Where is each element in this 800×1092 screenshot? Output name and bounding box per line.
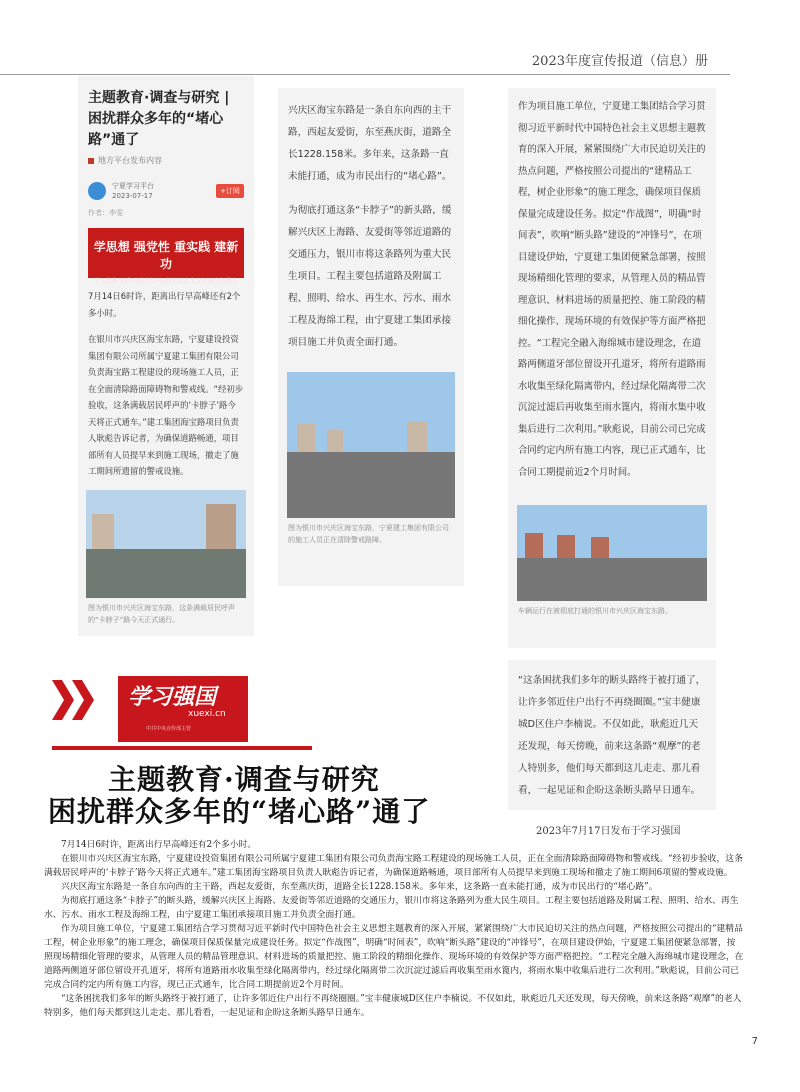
road-photo bbox=[86, 490, 246, 598]
road-shape bbox=[287, 452, 455, 518]
road-photo bbox=[287, 372, 455, 518]
page-number: 7 bbox=[751, 1036, 758, 1047]
banner-title: 学思想 强党性 重实践 建新功 bbox=[93, 240, 239, 271]
subscribe-button[interactable]: +订阅 bbox=[216, 184, 244, 198]
logo-name: 学习强国 bbox=[128, 685, 217, 710]
photo-caption: 车辆运行在被彻底打通的银川市兴庆区海宝东路。 bbox=[518, 607, 672, 615]
article-title-line1: 主题教育·调查与研究 bbox=[108, 763, 380, 796]
article-paragraph: 7月14日6时许，距离出行早高峰还有2个多小时。 bbox=[61, 840, 257, 850]
article-body bbox=[44, 838, 744, 1020]
platform-info bbox=[112, 181, 216, 201]
banner-subtitle: 学习贯彻习近平新时代中国特色社会主义思想主题教育 bbox=[93, 278, 238, 285]
column-paragraph: 作为项目施工单位，宁夏建工集团结合学习贯彻习近平新时代中国特色社会主义思想主题教育的深入开展，紧紧围绕广大市民迫切关注的热点问题，严格按照公司提出的“建精品工程，树企业形象”的施工理念，确保项目保质保量完成建设任务。拟定“作战图”，明确“时间表”，吹响“断头路”建设的“冲锋号”，在项目建设伊始，宁夏建工集团便紧急部署，按照现场精细化管理的要求，从管理人员的精品管理意识、材料进场的质量把控、施工阶段的精细化操作、现场环境的有效保护等方面严格把控。“工程完全融入海绵城市建设理念，在道路两侧道牙部位留设开孔道牙，将所有道路雨水收集至绿化隔离带内，经过绿化隔离带二次沉淀过滤后再收集至雨水篦内，将雨水集中收集后进行二次利用。”耿彪说，目前公司已完成合同约定内所有施工内容，现已正式通车，比合同工期提前近2个月时间。 bbox=[518, 101, 706, 478]
road-photo bbox=[517, 505, 707, 601]
logo-sub: 中共中央宣传部主管 bbox=[146, 726, 192, 732]
column-paragraph: “这条困扰我们多年的断头路终于被打通了，让许多邻近住户出行不再绕圈圈。”宝丰健康城D区住户李楠说。不仅如此，耿彪近几天还发现，每天傍晚，前来这条路“观摩”的老人特别多，他们每天都到这儿走走、那儿看看，一起见证和企盼这条断头路早日通车。 bbox=[518, 675, 706, 796]
source-label: 地方平台发布内容 bbox=[98, 156, 162, 165]
article-title-line2: 困扰群众多年的“堵心路”通了 bbox=[48, 795, 431, 828]
road-shape bbox=[517, 558, 707, 601]
platform-name: 宁夏学习平台 bbox=[112, 182, 154, 190]
publish-date: 2023年7月17日发布于学习强国 bbox=[536, 826, 681, 837]
screenshot-column-4 bbox=[508, 660, 716, 810]
photo-caption: 图为银川市兴庆区海宝东路，宁夏建工集团有限公司的施工人员正在清除警戒路障。 bbox=[288, 524, 449, 544]
column-paragraph: 兴庆区海宝东路是一条自东向西的主干路，西起友爱街，东至燕庆街，道路全长1228.158米。多年来，这条路一直未能打通，成为市民出行的“堵心路”。 bbox=[288, 105, 452, 182]
chevron-icon bbox=[52, 680, 100, 720]
photo-caption: 图为银川市兴庆区海宝东路，这条满载居民呼声的“卡脖子”路今天正式通行。 bbox=[88, 603, 235, 624]
article-paragraph: 为彻底打通这条“卡脖子”的断头路，缓解兴庆区上海路、友爱街等邻近道路的交通压力，银川市将这条路列为重大民生项目。工程主要包括道路及附属工程、照明、给水、再生水、污水、雨水工程及海绵工程，由宁夏建工集团承接项目施工并负责全面打通。 bbox=[44, 896, 739, 920]
building-shape bbox=[206, 504, 236, 554]
article-paragraph: “这条困扰我们多年的断头路终于被打通了，让许多邻近住户出行不再绕圈圈。”宝丰健康城D区住户李楠说。不仅如此，耿彪近几天还发现，每天傍晚，前来这条路“观摩”的老人特别多，他们每天都到这儿走走、那儿看看，一起见证和企盼这条断头路早日通车。 bbox=[44, 994, 742, 1018]
screenshot-column-3 bbox=[508, 88, 716, 648]
header-divider bbox=[0, 74, 730, 75]
column-paragraph: 为彻底打通这条“卡脖子”的新头路，缓解兴庆区上海路、友爱街等邻近道路的交通压力，银川市将这条路列为重大民生项目。工程主要包括道路及附属工程、照明、给水、再生水、污水、雨水工程及海绵工程，由宁夏建工集团承接项目施工并负责全面打通。 bbox=[288, 205, 452, 348]
screenshot-column-2 bbox=[278, 88, 464, 586]
article-paragraph: 兴庆区海宝东路是一条自东向西的主干路，西起友爱街，东至燕庆街，道路全长1228.158米。多年来，这条路一直未能打通，成为市民出行的“堵心路”。 bbox=[61, 882, 658, 892]
platform-date: 2023-07-17 bbox=[112, 192, 153, 200]
screenshot-column-1 bbox=[78, 76, 254, 636]
road-shape bbox=[86, 549, 246, 598]
article-paragraph: 作为项目施工单位，宁夏建工集团结合学习贯彻习近平新时代中国特色社会主义思想主题教育的深入开展，紧紧围绕广大市民迫切关注的热点问题，严格按照公司提出的“建精品工程，树企业形象”的施工理念，确保项目保质保量完成建设任务。拟定“作战图”，明确“时间表”，吹响“断头路”建设的“冲锋号”，在项目建设伊始，宁夏建工集团便紧急部署，按照现场精细化管理的要求，从管理人员的精品管理意识、材料进场的质量把控、施工阶段的精细化操作、现场环境的有效保护等方面严格把控。“工程完全融入海绵城市建设理念，在道路两侧道牙部位留设开孔道牙，将所有道路雨水收集至绿化隔离带内，经过绿化隔离带二次沉淀过滤后再收集至雨水篦内，将雨水集中收集后进行二次利用。”耿彪说，目前公司已完成合同约定内所有施工内容，现已正式通车，比合同工期提前近2个月时间。 bbox=[44, 924, 744, 990]
author-line: 作者：李雯 bbox=[88, 209, 123, 217]
author-row bbox=[78, 170, 254, 204]
column-paragraph: 在银川市兴庆区海宝东路，宁夏建设投资集团有限公司所属宁夏建工集团有限公司负责海宝路工程建设的现场施工人员，正在全面清除路面障碍物和警戒线。“经初步验收，这条满载居民呼声的‘卡脖子’路今天将正式通车。”建工集团海宝路项目负责人耿彪告诉记者，为确保道路畅通，项目部所有人员提早来到施工现场，撤走了施工期间所遗留的警戒设施。 bbox=[88, 334, 244, 476]
logo-underline bbox=[52, 746, 312, 750]
logo-domain: xuexi.cn bbox=[188, 709, 226, 719]
xuexi-logo bbox=[118, 676, 248, 742]
source-icon bbox=[88, 158, 94, 164]
source-row bbox=[78, 151, 254, 170]
theme-banner bbox=[88, 228, 244, 285]
header-title: 2023年度宣传报道（信息）册 bbox=[531, 54, 708, 69]
column-headline: 主题教育·调查与研究 | 困扰群众多年的“堵心路”通了 bbox=[88, 90, 230, 148]
avatar bbox=[88, 182, 106, 200]
column-paragraph: 7月14日6时许，距离出行早高峰还有2个多小时。 bbox=[88, 291, 241, 318]
page-header bbox=[0, 0, 800, 74]
article-paragraph: 在银川市兴庆区海宝东路，宁夏建设投资集团有限公司所属宁夏建工集团有限公司负责海宝路工程建设的现场施工人员，正在全面清除路面障碍物和警戒线。“经初步验收，这条满载居民呼声的‘卡脖子’路今天将正式通车。”建工集团海宝路项目负责人耿彪告诉记者，为确保道路畅通，项目部所有人员提早来到施工现场和撤走了施工期间6项留的警戒设施。 bbox=[44, 854, 743, 878]
